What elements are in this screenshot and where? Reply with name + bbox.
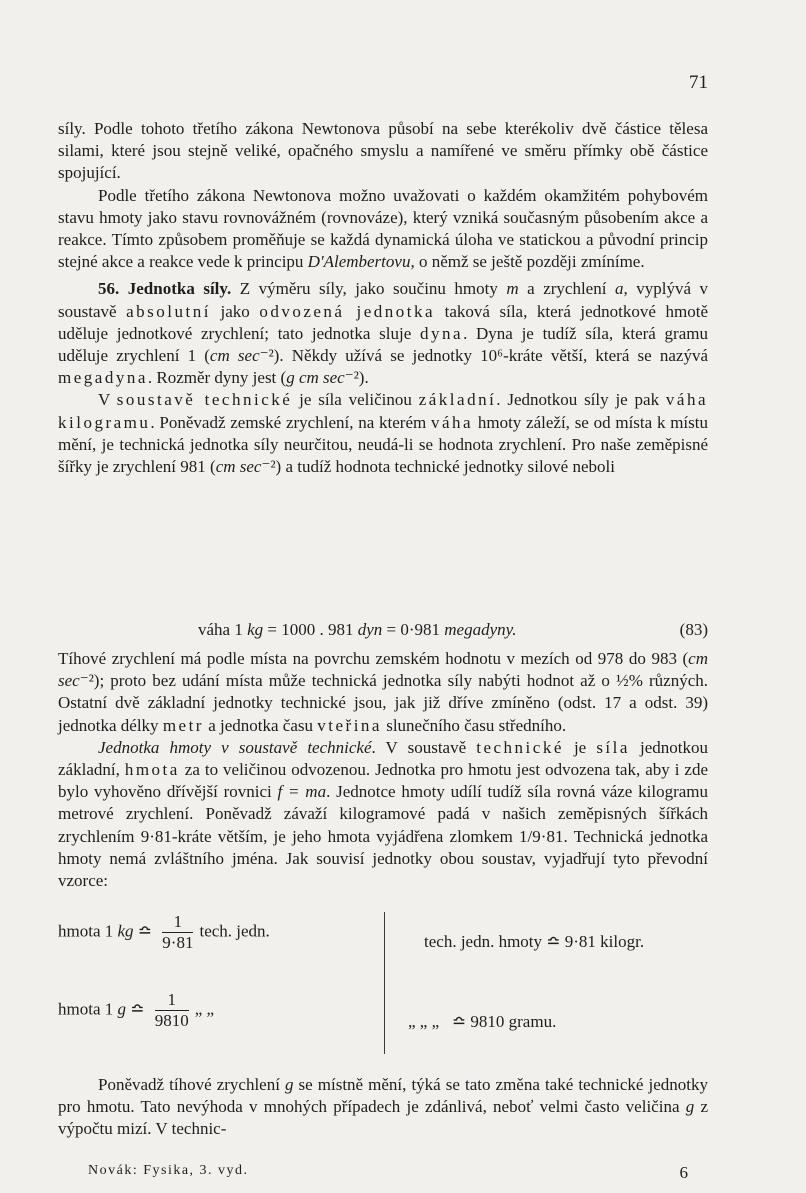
footer [88, 1163, 688, 1182]
paragraph: Tíhové zrychlení má podle místa na povrchu zemském hodnotu v mezích od 978 do 983 (cm sec⁻²); proto bez udání místa může technická jednotka síly nabýti hodnot až o ½% různých. Ostatní dvě základní jednotky technické jsou, jak již dříve zmíněno (odst. 17 a odst. 39) jednotka délky metr a jednotka času vteřina slunečního času středního. [58, 649, 708, 735]
paragraph: Podle třetího zákona Newtonova možno uvažovati o každém okamžitém pohybovém stavu hmoty jako stavu rovnovážném (rovnováze), který vzniká současným působením akce a reakce. Tímto způsobem proměňuje se každá dynamická úloha ve statickou a původní princip stejné akce a reakce vede k principu D'Alembertovu, o němž se ještě později zmíníme. [58, 185, 708, 272]
formula-tech-g: „ „ „ ≏ 9810 gramu. [408, 1012, 557, 1031]
equation-number: (83) [679, 620, 708, 639]
column-divider [384, 912, 385, 1054]
formula-tech-kg: tech. jedn. hmoty ≏ 9·81 kilogr. [424, 932, 645, 951]
footer-book-title: Novák: Fysika, 3. vyd. [88, 1163, 249, 1178]
formula-kg: hmota 1 kg ≏ $\frac{1}{9\cdot 81}$ tech. jedn. [58, 912, 270, 952]
section-56-paragraph: 56. Jednotka síly. Z výměru síly, jako součinu hmoty m a zrychlení a, vyplývá v soustavě absolutní jako odvozená jednotka taková síla, která jednotkové hmotě uděluje jednotkové zrychlení; tato jednotka sluje dyna. Dyna je tudíž síla, která gramu uděluje zrychlení 1 (cm sec⁻²). Někdy užívá se jednotky 10⁶-kráte větší, která se nazývá megadyna. Rozměr dyny jest (g cm sec⁻²). [58, 279, 708, 388]
text-block-bottom [58, 1074, 708, 1141]
equation-body: váha 1 kg = 1000 . 981 dyn = 0·981 megadyny. [198, 620, 517, 639]
text-block-middle [58, 648, 708, 892]
page-number: 71 [689, 72, 708, 93]
paragraph: síly. Podle tohoto třetího zákona Newtonova působí na sebe kterékoliv dvě částice tělesa silami, které jsou stejně veliké, opačného smyslu a namířené ve směru přímky obě částice spojující. [58, 119, 708, 183]
fraction: $\frac{1}{9810}$ [154, 990, 189, 1030]
text-block-top [58, 118, 708, 478]
fraction: $\frac{1}{9\cdot 81}$ [162, 912, 194, 952]
equation-83 [58, 620, 708, 644]
conversion-formulas [58, 912, 708, 1062]
paragraph: V soustavě technické je síla veličinou základní. Jednotkou síly je pak váha kilogramu. Poněvadž zemské zrychlení, na kterém váha hmoty záleží, se od místa k místu mění, je technická jednotka síly neurčitou, neudá-li se hodnota zrychlení. Pro naše zeměpisné šířky je zrychlení 981 (cm sec⁻²) a tudíž hodnota technické jednotky silové neboli [58, 390, 708, 477]
formula-g: hmota 1 g ≏ $\frac{1}{9810}$ „ „ [58, 990, 215, 1030]
paragraph: Poněvadž tíhové zrychlení g se místně mění, týká se tato změna také technické jednotky pro hmotu. Tato nevýhoda v mnohých případech je zdánlivá, neboť velmi často veličina g z výpočtu mizí. V technic- [58, 1075, 709, 1139]
paragraph: Jednotka hmoty v soustavě technické. V soustavě technické je síla jednotkou základní, hmota za to veličinou odvozenou. Jednotka pro hmotu jest odvozena tak, aby i zde bylo vyhověno dřívější rovnici f = ma. Jednotce hmoty udílí tudíž síla rovná váze kilogramu metrové zrychlení. Poněvadž závaží kilogramové padá v našich zeměpisných šířkách zrychlením 9·81-kráte větším, je jeho hmota vyjádřena zlomkem 1/9·81. Technická jednotka hmoty nemá zvláštního jména. Jak souvisí jednotky obou soustav, vyjadřují tyto převodní vzorce: [58, 737, 708, 891]
footer-sheet-number: 6 [679, 1163, 688, 1182]
